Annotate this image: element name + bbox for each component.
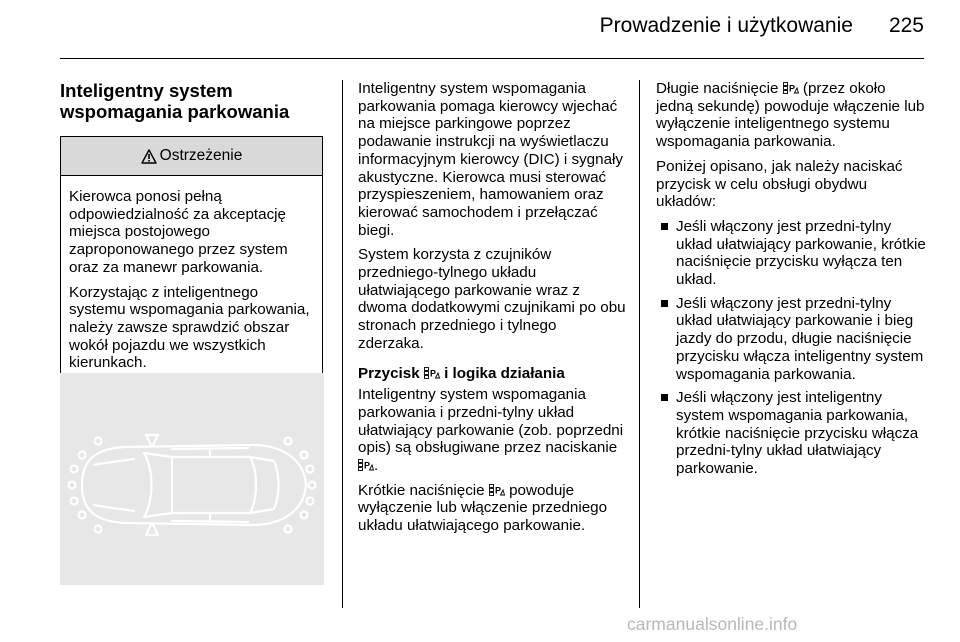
parking-assist-icon — [358, 459, 374, 471]
body-paragraph: System korzysta z czujników przedniego-tylnego układu ułatwiającego parkowanie wraz z dwoma dodatkowymi czujnikami po obu stronach przedniego i tylnego zderzaka. — [358, 246, 626, 352]
middle-column — [358, 80, 626, 542]
section-title: Inteligentny system wspomagania parkowania — [60, 80, 290, 122]
subheading-text: Przycisk — [358, 364, 420, 382]
parking-assist-icon — [783, 82, 799, 94]
warning-paragraph: Korzystając z inteligentnego systemu wspomagania parkowania, należy zawsze sprawdzić obszar wokół pojazdu we wszystkich kierunkach. — [69, 283, 310, 372]
page-header-title: Prowadzenie i użytkowanie — [599, 14, 853, 37]
bullet-square-icon — [661, 223, 668, 230]
warning-body — [61, 176, 322, 380]
page-number: 225 — [888, 14, 924, 37]
subheading — [358, 365, 626, 383]
bullet-square-icon — [661, 394, 668, 401]
right-column — [656, 80, 926, 484]
body-text: Krótkie naciśnięcie — [358, 481, 485, 499]
car-top-view-with-sensors-icon — [60, 373, 324, 585]
body-text: Długie naciśnięcie — [656, 80, 779, 97]
left-column — [60, 80, 326, 381]
parking-assist-icon — [424, 367, 440, 379]
column-divider-right — [639, 80, 640, 608]
list-item-text: Jeśli włączony jest przedni-tylny układ ułatwiający parkowanie, krótkie naciśnięcie przycisku wyłącza ten układ. — [676, 217, 926, 289]
body-text: . — [374, 457, 379, 475]
list-item-text: Jeśli włączony jest przedni-tylny układ ułatwiający parkowanie i bieg jazdy do przodu, długie naciśnięcie przycisku włącza inteligentny system wspomagania parkowania. — [676, 294, 924, 383]
page-header — [60, 14, 924, 44]
body-paragraph: Inteligentny system wspomagania parkowania pomaga kierowcy wjechać na miejsce parkingowe poprzez podawanie instrukcji na wyświetlaczu informacyjnym kierowcy (DIC) i sygnały akustyczne. Kierowca musi sterować przyspieszeniem, hamowaniem oraz kierować samochodem i przełączać biegi. — [358, 80, 623, 239]
warning-label: Ostrzeżenie — [159, 147, 243, 165]
header-rule — [60, 58, 924, 59]
body-paragraph: Poniżej opisano, jak należy naciskać przycisk w celu obsługi obydwu układów: — [656, 157, 903, 211]
list-item — [656, 389, 926, 478]
list-item — [656, 295, 926, 384]
body-paragraph — [358, 482, 626, 535]
warning-paragraph: Kierowca ponosi pełną odpowiedzialność za akceptację miejsca postojowego zaproponowanego przez system oraz za manewr parkowania. — [69, 188, 288, 276]
body-paragraph — [358, 386, 626, 475]
watermark: carmanualsonline.info — [627, 614, 798, 634]
body-paragraph — [656, 80, 926, 151]
warning-header — [61, 137, 322, 176]
body-text: Inteligentny system wspomagania parkowania i przedni-tylny układ ułatwiający parkowanie (zob. poprzedni opis) są obsługiwane przez naciskanie — [358, 386, 624, 457]
warning-box — [60, 136, 323, 381]
body-text: (przez około jedną sekundę) powoduje włączenie lub wyłączenie inteligentnego systemu wspomagania parkowania. — [656, 80, 925, 151]
parking-assist-icon — [489, 484, 505, 496]
car-illustration — [60, 373, 324, 585]
list-item-text: Jeśli włączony jest inteligentny system wspomagania parkowania, krótkie naciśnięcie przycisku włącza przedni-tylny układ ułatwiający parkowanie. — [676, 389, 919, 478]
subheading-text: i logika działania — [444, 364, 565, 382]
bullet-list — [656, 218, 926, 478]
list-item — [656, 218, 926, 289]
warning-triangle-icon — [141, 149, 157, 164]
body-text: powoduje wyłączenie lub włączenie przedniego układu ułatwiającego parkowanie. — [358, 481, 608, 535]
column-divider-left — [342, 80, 343, 608]
bullet-square-icon — [661, 300, 668, 307]
